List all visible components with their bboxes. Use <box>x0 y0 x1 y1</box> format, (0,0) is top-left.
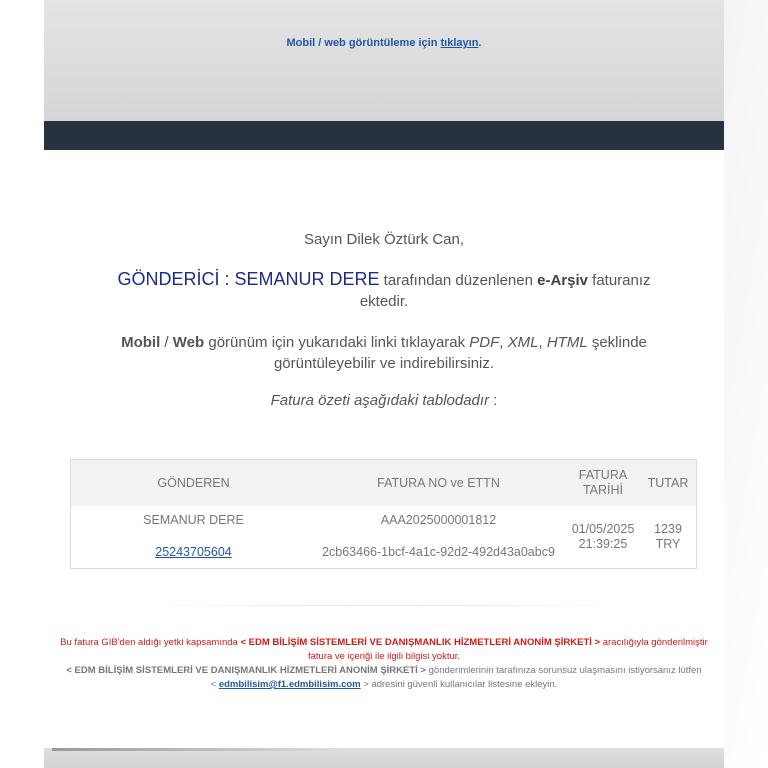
footer-bracket-open: < <box>210 679 219 690</box>
comma-2: , <box>538 334 547 351</box>
amount-currency: TRY <box>655 537 681 551</box>
sender-tax-no-cell <box>111 545 276 560</box>
web-label: Web <box>172 334 205 351</box>
sender-label: GÖNDERİCİ : SEMANUR DERE <box>117 269 380 289</box>
instructions-text-1: görünüm için yukarıdaki linki tıklayarak <box>204 334 470 351</box>
pdf-format: PDF <box>469 334 500 351</box>
sender-text-1: tarafından düzenlenen <box>379 272 538 289</box>
header-invoice-date <box>563 460 643 506</box>
sender-name: SEMANUR DERE <box>143 513 244 527</box>
summary-colon: : <box>489 392 498 409</box>
invoice-no: AAA2025000001812 <box>380 513 497 527</box>
safe-sender-email-link[interactable]: edmbilisim@f1.edmbilisim.com <box>218 679 361 690</box>
greeting: Sayın Dilek Öztürk Can, <box>303 231 465 248</box>
comma-1: , <box>499 334 508 351</box>
bottom-banner-line <box>52 748 352 751</box>
xml-format: XML <box>507 334 539 351</box>
footer-sent-text: aracılığıyla gönderilmiştir <box>600 637 708 648</box>
mobile-web-view-suffix: . <box>478 37 482 49</box>
slash: / <box>160 334 173 351</box>
download-instructions <box>104 332 664 374</box>
html-format: HTML <box>546 334 588 351</box>
mobile-web-view-line <box>44 37 724 49</box>
invoice-date: 01/05/2025 <box>571 522 635 536</box>
sender-text-2: faturanız ektedir. <box>359 272 651 310</box>
document-type: e-Arşiv <box>537 272 588 289</box>
invoice-summary-table <box>70 459 697 569</box>
footer-line-3 <box>44 664 724 678</box>
footer-safe-list-text: > adresini güvenli kullanıcılar listesine ekleyin. <box>360 679 558 690</box>
footer-notice <box>44 636 724 692</box>
sender-tax-no-link[interactable]: 25243705604 <box>155 545 232 559</box>
footer-authority-text: Bu fatura GIB'den aldığı yetki kapsamında <box>60 637 241 648</box>
header-invoice-no: FATURA NO ve ETTN <box>377 475 500 490</box>
mobile-web-view-link[interactable]: tıklayın <box>440 37 479 49</box>
header-date-line-2: TARİHİ <box>582 483 624 497</box>
footer-line-4 <box>44 678 724 692</box>
bottom-banner <box>44 748 724 768</box>
summary-intro <box>44 392 724 409</box>
divider <box>134 605 634 606</box>
summary-text: Fatura özeti aşağıdaki tablodadır <box>270 392 490 409</box>
header-sender: GÖNDEREN <box>157 475 230 490</box>
header-date-line-1: FATURA <box>578 468 628 482</box>
sender-line <box>104 269 664 312</box>
email-container <box>44 0 724 768</box>
footer-company-1: < EDM BİLİŞİM SİSTEMLERİ VE DANIŞMANLIK HİZMETLERİ ANONİM ŞİRKETİ > <box>240 637 601 648</box>
header-dark-bar <box>44 121 724 150</box>
footer-delivery-text: gönderimlerinin tarafınıza sorunsuz ulaşmasını istiyorsanız lütfen <box>425 665 702 676</box>
top-banner <box>44 0 724 121</box>
table-header <box>71 460 696 506</box>
ettn: 2cb63466-1bcf-4a1c-92d2-492d43a0abc9 <box>322 545 555 559</box>
mobil-label: Mobil <box>121 334 161 351</box>
amount-value: 1239 <box>654 522 682 536</box>
mobile-web-view-text: Mobil / web görüntüleme için <box>286 37 441 49</box>
footer-line-1 <box>44 636 724 650</box>
invoice-time: 21:39:25 <box>578 537 628 551</box>
footer-company-2: < EDM BİLİŞİM SİSTEMLERİ VE DANIŞMANLIK HİZMETLERİ ANONİM ŞİRKETİ > <box>66 665 426 676</box>
footer-line-2: fatura ve içeriği ile ilgili bilgisi yoktur. <box>307 651 461 662</box>
instructions-text-2: şeklinde görüntüleyebilir ve indirebilirsiniz. <box>273 334 647 372</box>
header-amount: TUTAR <box>647 475 689 490</box>
